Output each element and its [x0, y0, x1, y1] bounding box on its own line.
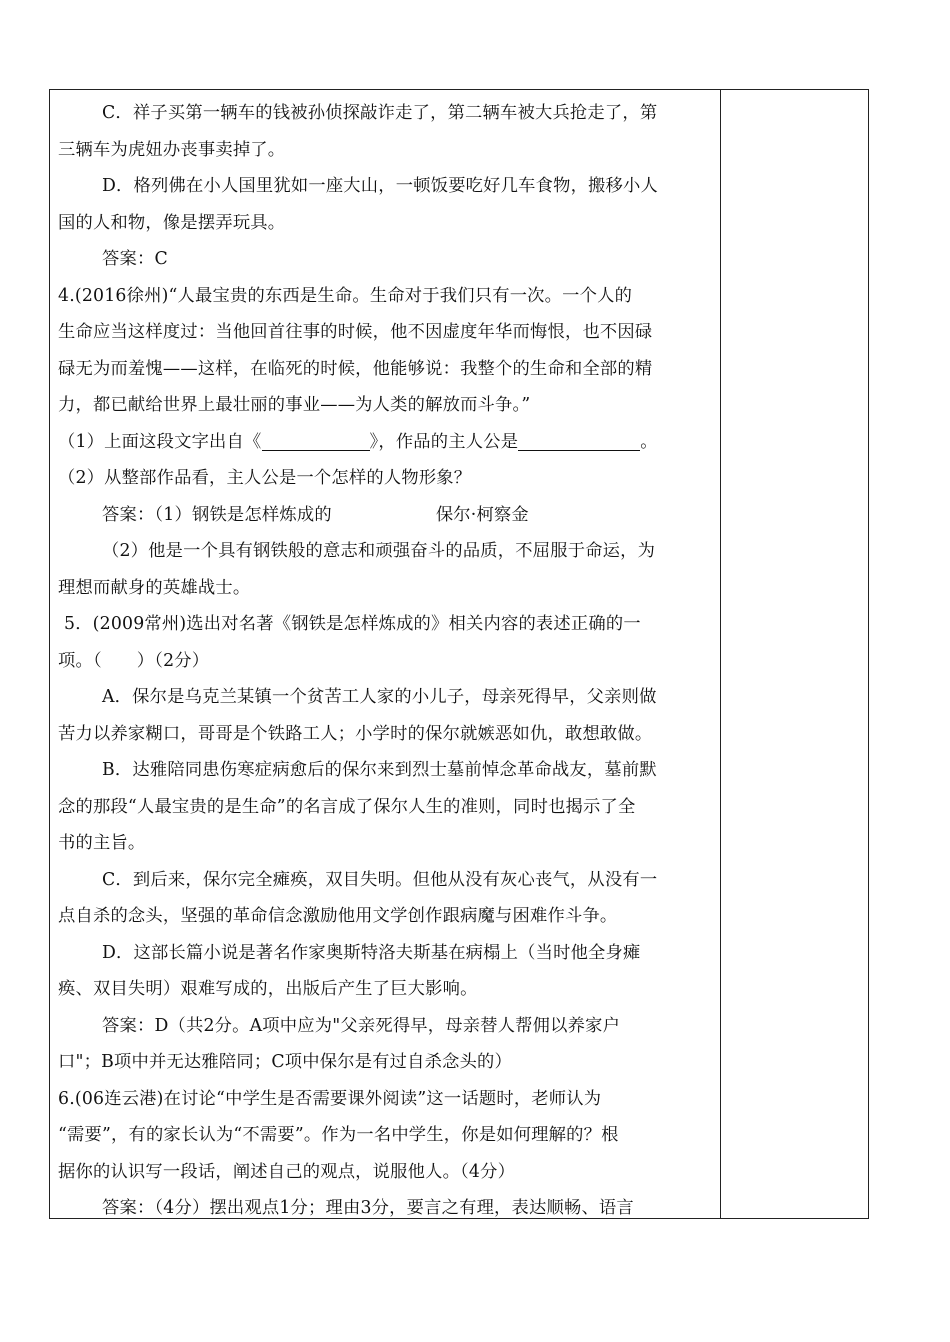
answer-3: 答案：C: [102, 249, 168, 269]
document-content: [58, 95, 714, 1227]
question-4-sub-1: [58, 424, 714, 461]
question-4-line-3: 碌无为而羞愧——这样，在临死的时候，他能够说：我整个的生命和全部的精: [58, 358, 653, 379]
answer-4-label: 答案：（1）钢铁是怎样炼成的: [102, 504, 332, 525]
question-5-line-2: 项。（ ）（2分）: [58, 650, 210, 671]
question-6-line-1: 6.(06连云港)在讨论“中学生是否需要课外阅读”这一话题时，老师认为: [58, 1088, 602, 1109]
q5-option-b-line-3: 书的主旨。: [58, 833, 146, 853]
column-divider: [720, 89, 721, 1219]
book-title-blank: [262, 430, 370, 451]
q5-option-b-line-2: 念的那段“人最宝贵的是生命”的名言成了保尔人生的准则，同时也揭示了全: [58, 796, 636, 817]
answer-4-part-2-line-2: 理想而献身的英雄战士。: [58, 577, 251, 598]
q4-1-close: 》: [369, 431, 379, 452]
q5-option-c-line-2: 点自杀的念头，坚强的革命信念激励他用文学创作跟病魔与困难作斗争。: [58, 906, 618, 926]
question-5-line-1: 5．(2009常州)选出对名著《钢铁是怎样炼成的》相关内容的表述正确的一: [64, 614, 641, 634]
q5-option-b-line-1: B．达雅陪同患伤寒症病愈后的保尔来到烈士墓前悼念革命战友，墓前默: [102, 760, 657, 780]
option-d-line-2: 国的人和物，像是摆弄玩具。: [58, 212, 286, 233]
answer-4-part-1: [58, 497, 714, 534]
question-6-line-2: “需要”，有的家长认为“不需要”。作为一名中学生，你是如何理解的？根: [58, 1125, 619, 1145]
q5-option-a-line-2: 苦力以养家糊口，哥哥是个铁路工人；小学时的保尔就嫉恶如仇，敢想敢做。: [58, 723, 653, 744]
q5-option-d-line-1: D．这部长篇小说是著名作家奥斯特洛夫斯基在病榻上（当时他全身瘫: [102, 942, 641, 963]
answer-6-line-1: 答案：（4分）摆出观点1分；理由3分，要言之有理，表达顺畅、语言: [102, 1198, 634, 1218]
option-c-line-2: 三辆车为虎妞办丧事卖掉了。: [58, 139, 286, 160]
q5-option-d-line-2: 痪、双目失明）艰难写成的，出版后产生了巨大影响。: [58, 979, 478, 999]
q4-1-middle: ，作品的主人公是: [378, 431, 519, 452]
question-4-line-2: 生命应当这样度过：当他回首往事的时候，他不因虚度年华而悔恨，也不因碌: [58, 322, 653, 342]
answer-5-line-2: 口"；B项中并无达雅陪同；C项中保尔是有过自杀念头的）: [58, 1052, 513, 1072]
answer-5-line-1: 答案：D（共2分。A项中应为"父亲死得早，母亲替人帮佣以养家户: [102, 1015, 621, 1036]
q5-option-c-line-1: C．到后来，保尔完全瘫痪，双目失明。但他从没有灰心丧气，从没有一: [102, 869, 658, 890]
answer-4-protagonist: 保尔·柯察金: [435, 504, 529, 525]
answer-4-part-2-line-1: （2）他是一个具有钢铁般的意志和顽强奋斗的品质，不屈服于命运，为: [102, 541, 656, 561]
q4-1-end: 。: [640, 431, 658, 452]
option-d-line-1: D．格列佛在小人国里犹如一座大山，一顿饭要吃好几车食物，搬移小人: [102, 176, 658, 196]
q4-1-prefix: （1）上面这段文字出自: [58, 431, 245, 452]
question-4-line-4: 力，都已献给世界上最壮丽的事业——为人类的解放而斗争。”: [58, 395, 531, 415]
q4-1-open: 《: [244, 431, 262, 452]
question-6-line-3: 据你的认识写一段话，阐述自己的观点，说服他人。（4分）: [58, 1161, 516, 1182]
question-4-sub-2: （2）从整部作品看，主人公是一个怎样的人物形象？: [58, 468, 472, 488]
question-4-line-1: 4.(2016徐州)“人最宝贵的东西是生命。生命对于我们只有一次。一个人的: [58, 285, 633, 306]
q5-option-a-line-1: A．保尔是乌克兰某镇一个贫苦工人家的小儿子，母亲死得早，父亲则做: [102, 687, 657, 707]
option-c-line-1: C．祥子买第一辆车的钱被孙侦探敲诈走了，第二辆车被大兵抢走了，第: [102, 103, 658, 123]
protagonist-blank: [518, 430, 640, 451]
